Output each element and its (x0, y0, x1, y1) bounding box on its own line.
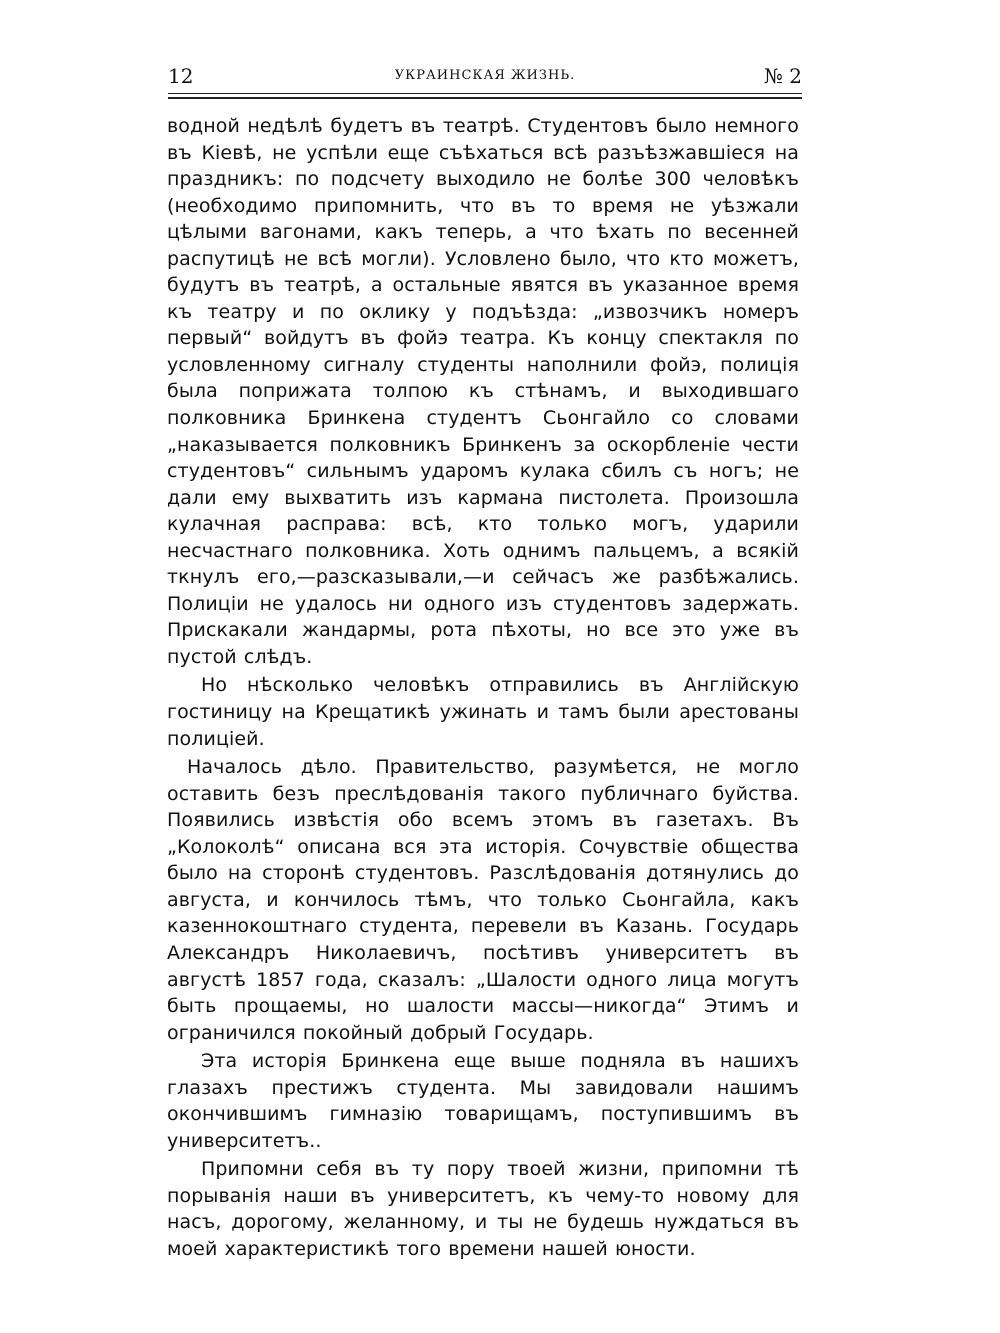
issue-number: № 2 (763, 64, 802, 88)
paragraph-5: Припомни себя въ ту пору твоей жизни, припомни тѣ порыванія наши въ университетъ, къ чему-то новому для насъ, дорогому, желанному, и ты не будешь нуждаться въ моей характеристикѣ того времени нашей юности. (167, 1158, 799, 1260)
paragraph-4: Эта исторія Бринкена еще выше подняла въ нашихъ глазахъ престижъ студента. Мы завидовали нашимъ окончившимъ гимназію товарищамъ, поступившимъ въ университетъ.. (167, 1050, 799, 1152)
header-rule-thick (168, 97, 802, 99)
paragraph-1: водной недѣлѣ будетъ въ театрѣ. Студентовъ было немного въ Кіевѣ, не успѣли еще съѣхаться всѣ разъѣзжавшіеся на праздникъ: по подсчету выходило не болѣе 300 человѣкъ (необходимо припомнить, что въ то время не уѣзжали цѣлыми вагонами, какъ теперь, а что ѣхать по весенней распутицѣ не всѣ могли). Условлено было, что кто можетъ, будутъ въ театрѣ, а остальные явятся въ указанное время къ театру и по оклику у подъѣзда: „извозчикъ номеръ первый“ войдутъ въ фойэ театра. Къ концу спектакля по условленному сигналу студенты наполнили фойэ, полиція была поприжата толпою къ стѣнамъ, и выходившаго полковника Бринкена студентъ Сьонгайло со словами „наказывается полковникъ Бринкенъ за оскорбленіе чести студентовъ“ сильнымъ ударомъ кулака сбилъ съ ногъ; не дали ему выхватить изъ кармана пистолета. Произошла кулачная расправа: всѣ, кто только могъ, ударили несчастнаго полковника. Хоть однимъ пальцемъ, а всякій ткнулъ его,—разсказывали,—и сейчасъ же разбѣжались. Полиціи не удалось ни одного изъ студентовъ задержать. Прискакали жандармы, рота пѣхоты, но все это уже въ пустой слѣдъ. (167, 115, 799, 668)
journal-title: УКРАИНСКАЯ ЖИЗНЬ. (394, 68, 576, 83)
page-number: 12 (168, 64, 194, 88)
running-head (168, 64, 802, 90)
header-rule-thin (168, 93, 802, 94)
paragraph-3: Началось дѣло. Правительство, разумѣется, не могло оставить безъ преслѣдованія такого публичнаго буйства. Появились извѣстія обо всемъ этомъ въ газетахъ. Въ „Колоколѣ“ описана вся эта исторія. Сочувствіе общества было на сторонѣ студентовъ. Разслѣдованія дотянулись до августа, и кончилось тѣмъ, что только Сьонгайла, какъ казеннокоштнаго студента, перевели въ Казань. Государь Александръ Николаевичъ, посѣтивъ университетъ въ августѣ 1857 года, сказалъ: „Шалости одного лица могутъ быть прощаемы, но шалости массы—никогда“ Этимъ и ограничился покойный добрый Государь. (167, 756, 799, 1044)
paragraph-2: Но нѣсколько человѣкъ отправились въ Англійскую гостиницу на Крещатикѣ ужинать и тамъ были арестованы полиціей. (167, 674, 799, 750)
body-text (167, 113, 799, 1263)
